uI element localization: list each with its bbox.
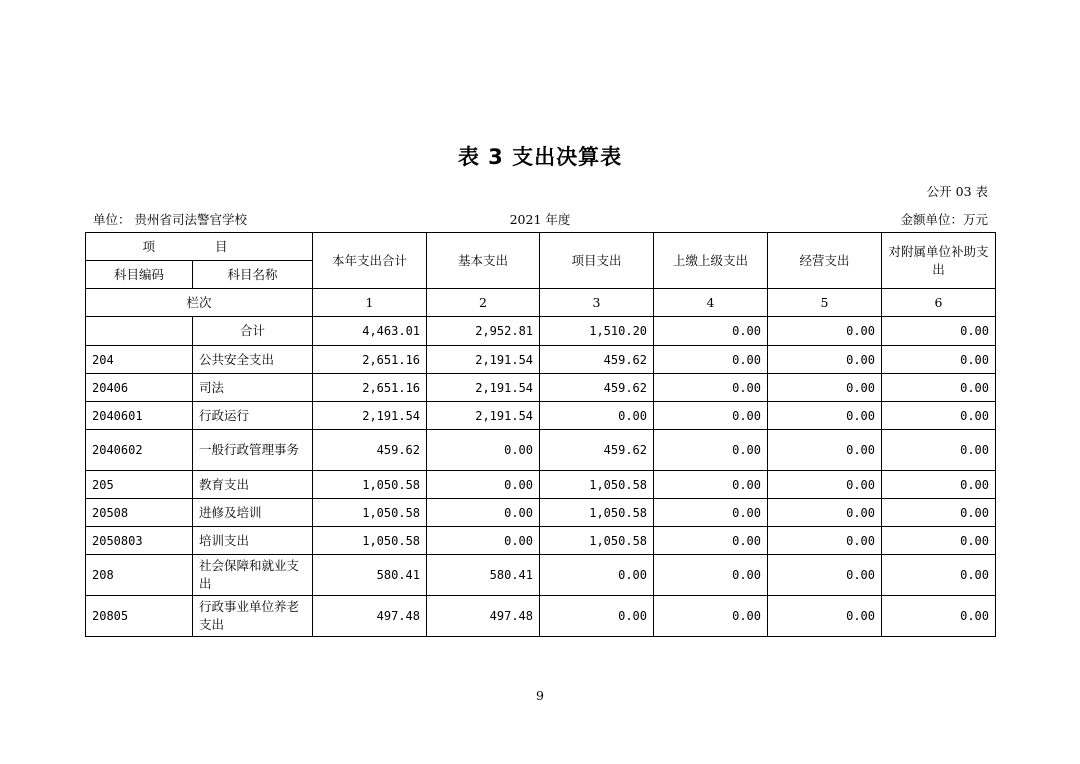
expenditure-table — [85, 232, 996, 637]
amount-cell: 0.00 — [427, 430, 540, 471]
subject-name: 一般行政管理事务 — [193, 430, 313, 471]
col-number: 3 — [540, 289, 654, 317]
amount-cell: 0.00 — [654, 499, 768, 527]
amount-cell: 497.48 — [427, 596, 540, 637]
col-number: 4 — [654, 289, 768, 317]
table-row — [86, 374, 996, 402]
amount-cell: 2,191.54 — [427, 346, 540, 374]
amount-cell: 2,191.54 — [427, 374, 540, 402]
amount-cell: 0.00 — [427, 499, 540, 527]
column-number-row — [86, 289, 996, 317]
header-row-1 — [86, 233, 996, 261]
amount-cell: 0.00 — [540, 596, 654, 637]
col-number: 5 — [768, 289, 882, 317]
amount-cell: 580.41 — [427, 555, 540, 596]
amount-cell: 0.00 — [882, 402, 996, 430]
subject-name: 进修及培训 — [193, 499, 313, 527]
subject-code: 2050803 — [86, 527, 193, 555]
total-label: 合计 — [193, 317, 313, 346]
subject-name: 行政运行 — [193, 402, 313, 430]
amount-cell: 0.00 — [654, 555, 768, 596]
subject-code: 2040602 — [86, 430, 193, 471]
subject-code: 205 — [86, 471, 193, 499]
form-number: 公开 03 表 — [926, 184, 988, 199]
amount-cell: 0.00 — [654, 596, 768, 637]
amount-cell: 0.00 — [654, 527, 768, 555]
subject-code: 20805 — [86, 596, 193, 637]
table-row — [86, 402, 996, 430]
page-number: 9 — [536, 688, 544, 703]
amount-cell: 459.62 — [540, 346, 654, 374]
amount-cell: 0.00 — [768, 374, 882, 402]
reporting-unit: 单位： 贵州省司法警官学校 — [93, 212, 247, 227]
amount-cell: 0.00 — [882, 346, 996, 374]
fiscal-year: 2021 年度 — [509, 212, 571, 227]
amount-cell: 0.00 — [427, 527, 540, 555]
amount-cell: 459.62 — [540, 374, 654, 402]
amount-cell: 0.00 — [882, 430, 996, 471]
amount-cell: 459.62 — [540, 430, 654, 471]
total-code-cell — [86, 317, 193, 346]
amount-cell: 0.00 — [882, 317, 996, 346]
col-number: 2 — [427, 289, 540, 317]
amount-cell: 0.00 — [540, 555, 654, 596]
amount-cell: 0.00 — [882, 555, 996, 596]
amount-cell: 0.00 — [768, 471, 882, 499]
amount-cell: 0.00 — [768, 346, 882, 374]
amount-cell: 0.00 — [427, 471, 540, 499]
amount-cell: 0.00 — [768, 527, 882, 555]
header-col-project: 项目支出 — [540, 233, 654, 289]
subject-name: 行政事业单位养老支出 — [193, 596, 313, 637]
amount-cell: 2,191.54 — [427, 402, 540, 430]
amount-cell: 0.00 — [654, 317, 768, 346]
header-col-subsidy: 对附属单位补助支出 — [882, 233, 996, 289]
subject-code: 204 — [86, 346, 193, 374]
col-number: 6 — [882, 289, 996, 317]
amount-cell: 0.00 — [768, 596, 882, 637]
amount-cell: 0.00 — [882, 374, 996, 402]
amount-cell: 0.00 — [768, 317, 882, 346]
header-subject-name: 科目名称 — [193, 261, 313, 289]
subject-name: 公共安全支出 — [193, 346, 313, 374]
header-item: 项 目 — [86, 233, 313, 261]
col-number: 1 — [313, 289, 427, 317]
subject-name: 社会保障和就业支出 — [193, 555, 313, 596]
header-subject-code: 科目编码 — [86, 261, 193, 289]
subject-code: 208 — [86, 555, 193, 596]
amount-cell: 1,050.58 — [313, 527, 427, 555]
amount-cell: 0.00 — [882, 527, 996, 555]
amount-cell: 1,510.20 — [540, 317, 654, 346]
amount-cell: 0.00 — [654, 402, 768, 430]
amount-cell: 2,651.16 — [313, 346, 427, 374]
amount-cell: 580.41 — [313, 555, 427, 596]
amount-cell: 4,463.01 — [313, 317, 427, 346]
amount-cell: 2,952.81 — [427, 317, 540, 346]
table-row — [86, 527, 996, 555]
amount-cell: 0.00 — [654, 374, 768, 402]
row-order-label: 栏次 — [86, 289, 313, 317]
amount-cell: 1,050.58 — [540, 527, 654, 555]
amount-cell: 0.00 — [882, 596, 996, 637]
table-row — [86, 471, 996, 499]
subject-name: 教育支出 — [193, 471, 313, 499]
header-col-basic: 基本支出 — [427, 233, 540, 289]
table-row — [86, 346, 996, 374]
total-row — [86, 317, 996, 346]
subject-code: 2040601 — [86, 402, 193, 430]
amount-cell: 0.00 — [768, 555, 882, 596]
subject-name: 司法 — [193, 374, 313, 402]
amount-cell: 459.62 — [313, 430, 427, 471]
table-row — [86, 499, 996, 527]
amount-cell: 0.00 — [654, 346, 768, 374]
amount-cell: 0.00 — [654, 471, 768, 499]
amount-cell: 2,191.54 — [313, 402, 427, 430]
subject-name: 培训支出 — [193, 527, 313, 555]
amount-cell: 1,050.58 — [540, 471, 654, 499]
amount-cell: 1,050.58 — [313, 499, 427, 527]
amount-cell: 0.00 — [882, 471, 996, 499]
header-col-total: 本年支出合计 — [313, 233, 427, 289]
amount-cell: 0.00 — [768, 499, 882, 527]
table-row — [86, 555, 996, 596]
amount-cell: 1,050.58 — [540, 499, 654, 527]
amount-cell: 0.00 — [654, 430, 768, 471]
amount-cell: 0.00 — [882, 499, 996, 527]
amount-cell: 0.00 — [768, 430, 882, 471]
table-row — [86, 430, 996, 471]
amount-cell: 497.48 — [313, 596, 427, 637]
table-row — [86, 596, 996, 637]
amount-cell: 1,050.58 — [313, 471, 427, 499]
page-title: 表 3 支出决算表 — [457, 145, 623, 169]
amount-cell: 2,651.16 — [313, 374, 427, 402]
subject-code: 20508 — [86, 499, 193, 527]
amount-cell: 0.00 — [540, 402, 654, 430]
subject-code: 20406 — [86, 374, 193, 402]
money-unit: 金额单位：万元 — [900, 212, 988, 227]
amount-cell: 0.00 — [768, 402, 882, 430]
header-col-upper: 上缴上级支出 — [654, 233, 768, 289]
header-col-business: 经营支出 — [768, 233, 882, 289]
